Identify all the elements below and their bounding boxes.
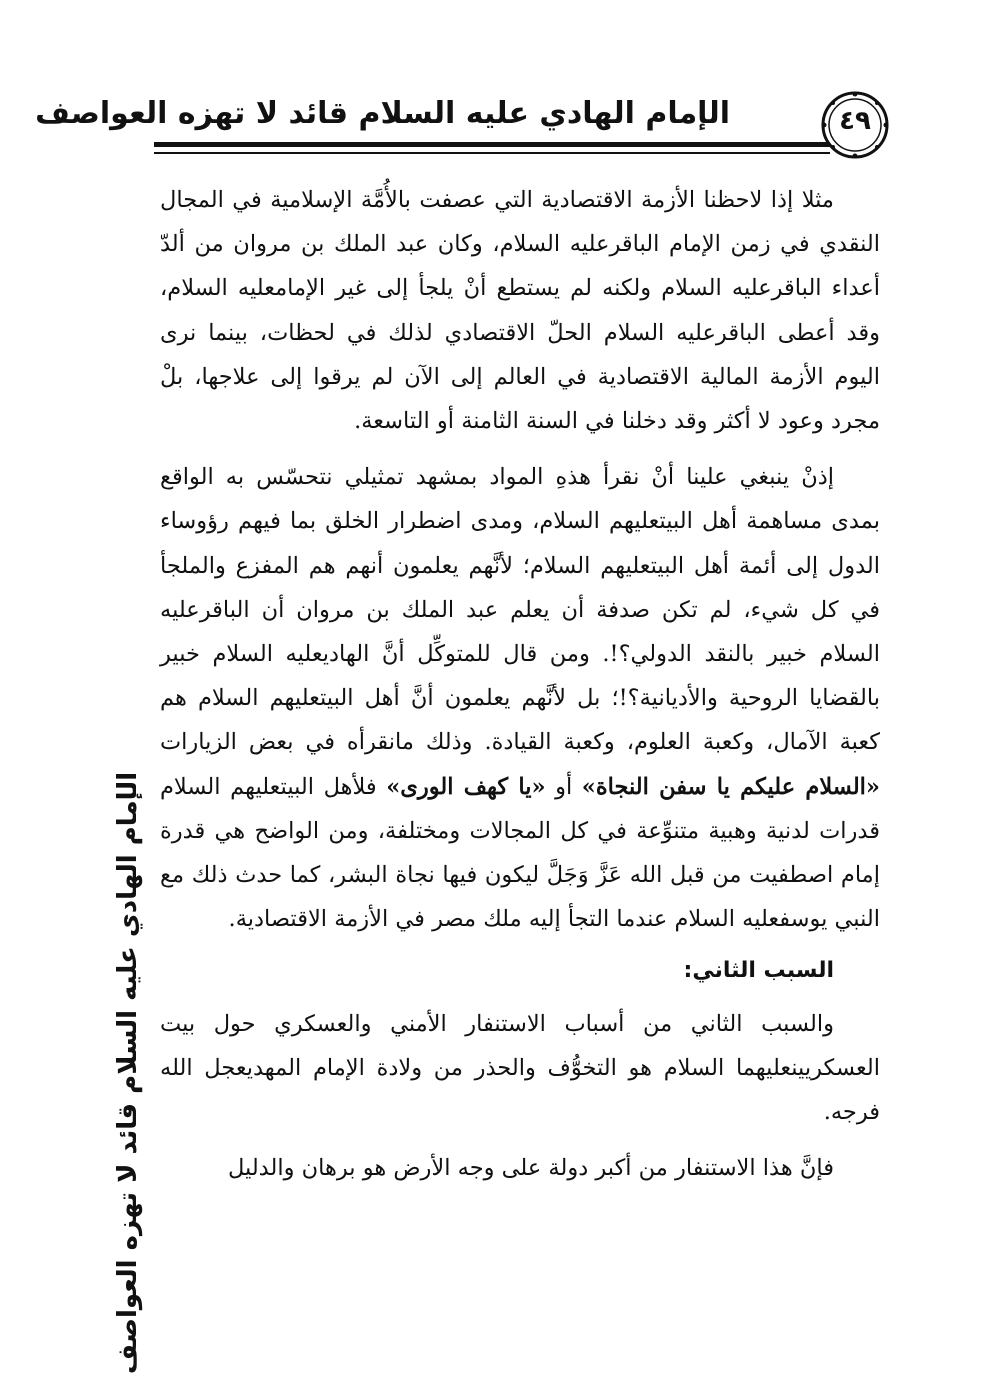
quote-kahf-alwara: «يا كهف الورى» [386,773,546,800]
section-heading: السبب الثاني: [683,958,834,984]
paragraph-2-part-a: إذنْ ينبغي علينا أنْ نقرأ هذهِ المواد بمشهد تمثيلي نتحسّس به الواقع بمدى مساهمة أهل البيتعليهم السلام، ومدى اضطرار الخلق بما فيهم رؤوساء الدول إلى أئمة أهل البيتعليهم السلام؛ لأنَّهم يعلمون أنهم هم المفزع والملجأ في كل شيء، لم تكن صدفة أن يعلم عبد الملك بن مروان أن الباقرعليه السلام خبير بالنقد الدولي؟!. ومن قال للمتوكِّل أنَّ الهاديعليه السلام خبير بالقضايا الروحية والأديانية؟!؛ بل لأنَّهم يعلمون أنَّ أهل البيتعليهم السلام هم كعبة الآمال، وكعبة العلوم، وكعبة القيادة. وذلك مانقرأه في بعض الزيارات [160,464,880,756]
body-text [160,178,880,1202]
paragraph-2 [160,455,880,941]
page-header [35,90,890,160]
page-number-medallion [820,90,890,160]
paragraph-4: فإنَّ هذا الاستنفار من أكبر دولة على وجه الأرض هو برهان والدليل [228,1155,834,1182]
side-title [103,771,153,1375]
paragraph-2-part-b: فلأهل البيتعليهم السلام قدرات لدنية وهبية متنوِّعة في كل المجالات ومختلفة، ومن الواضح هي قدرة إمام اصطفيت من قبل الله عَزَّ وَجَلَّ ليكون فيها نجاة البشر، كما حدث ذلك مع النبي يوسفعليه السلام عندما التجأ إليه ملك مصر في الأزمة الاقتصادية. [160,773,880,933]
header-rule-thick [154,142,830,147]
running-header-title: الإمام الهادي عليه السلام قائد لا تهزه العواصف [35,96,730,131]
side-title-text: الإمام الهادي عليه السلام قائد لا تهزه العواصف [113,771,143,1375]
page-number: ٤٩ [839,106,871,136]
paragraph-2-or: أو [545,773,582,800]
quote-salam-alaykum: «السلام عليكم يا سفن النجاة» [581,773,880,800]
paragraph-1: مثلا إذا لاحظنا الأزمة الاقتصادية التي عصفت بالأُمَّة الإسلامية في المجال النقدي في زمن الإمام الباقرعليه السلام، وكان عبد الملك بن مروان من ألدّ أعداء الباقرعليه السلام ولكنه لم يستطع أنْ يلجأ إلى غير الإمامعليه السلام، وقد أعطى الباقرعليه السلام الحلّ الاقتصادي لذلك في لحظات، بينما نرى اليوم الأزمة المالية الاقتصادية في العالم إلى الآن لم يرقوا إلى علاجها، بلْ مجرد وعود لا أكثر وقد دخلنا في السنة الثامنة أو التاسعة. [160,187,880,435]
header-rule-thin [154,152,830,154]
paragraph-3: والسبب الثاني من أسباب الاستنفار الأمني والعسكري حول بيت العسكريينعليهما السلام هو التخوُّف والحذر من ولادة الإمام المهديعجل الله فرجه. [160,1010,880,1126]
